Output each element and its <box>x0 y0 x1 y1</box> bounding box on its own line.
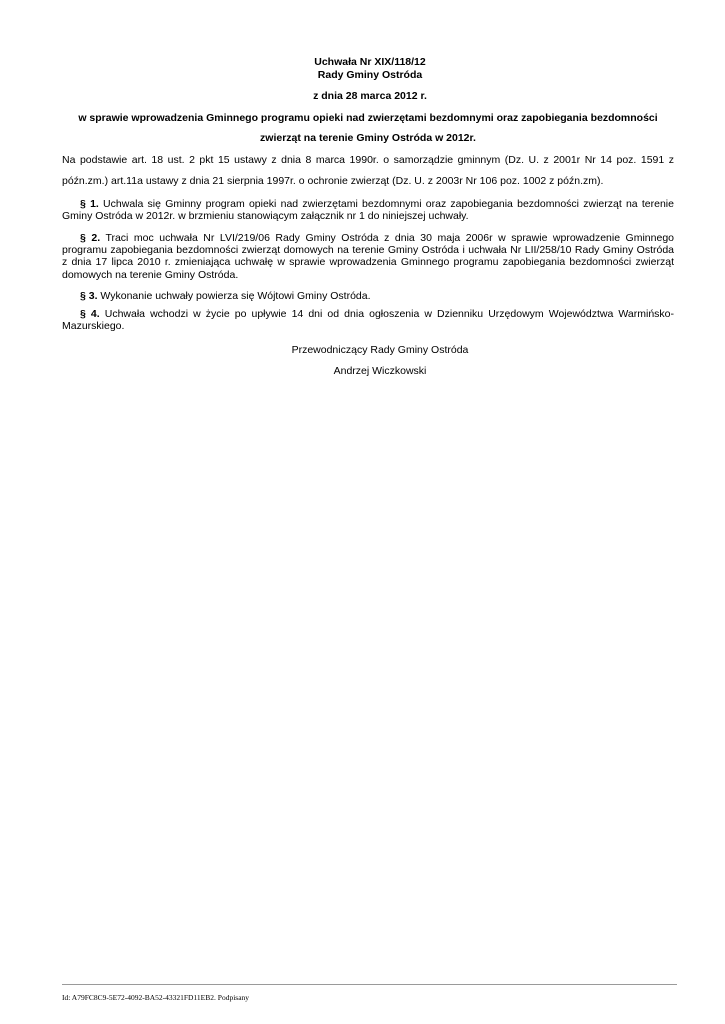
paragraph-text: Traci moc uchwała Nr LVI/219/06 Rady Gminy Ostróda z dnia 30 maja 2006r w sprawie wprowadzenie Gminnego programu zapobiegania bezdomności zwierząt domowych na terenie Gminy Ostróda i uchwała Nr LII/258/10 Rady Gminy Ostróda z dnia 17 lipca 2010 r. zmieniająca uchwałę w sprawie wprowadzenia Gminnego programu zapobiegania bezdomności zwierząt domowych na terenie Gminy Ostróda. <box>62 232 674 281</box>
resolution-date: z dnia 28 marca 2012 r. <box>313 90 427 102</box>
signature-title: Przewodniczący Rady Gminy Ostróda <box>291 344 469 356</box>
paragraph-mark: § 1. <box>80 198 99 210</box>
resolution-subject <box>62 108 674 148</box>
paragraph-1 <box>62 198 674 222</box>
paragraph-4 <box>62 308 674 332</box>
signature-name: Andrzej Wiczkowski <box>333 365 427 377</box>
paragraph-text: Uchwala się Gminny program opieki nad zwierzętami bezdomnymi oraz zapobiegania bezdomności zwierząt na terenie Gminy Ostróda w 2012r. w brzmieniu stanowiącym załącznik nr 1 do niniejszej uchwały. <box>62 198 674 223</box>
paragraph-text: Uchwała wchodzi w życie po upływie 14 dni od dnia ogłoszenia w Dzienniku Urzędowym Województwa Warmińsko-Mazurskiego. <box>62 308 674 333</box>
signature-block <box>280 340 480 382</box>
paragraph-3 <box>62 290 674 302</box>
paragraph-mark: § 3. <box>80 290 98 302</box>
resolution-header <box>0 56 725 103</box>
legal-basis: Na podstawie art. 18 ust. 2 pkt 15 ustawy z dnia 8 marca 1990r. o samorządzie gminnym (Dz. U. z 2001r Nr 14 poz. 1591 z późn.zm.) art.11a ustawy z dnia 21 sierpnia 1997r. o ochronie zwierząt (Dz. U. z 2003r Nr 106 poz. 1002 z późn.zm). <box>62 154 674 187</box>
footer-divider <box>62 984 677 985</box>
resolution-number: Uchwała Nr XIX/118/12 <box>314 56 426 68</box>
paragraph-text: Wykonanie uchwały powierza się Wójtowi Gminy Ostróda. <box>97 290 371 302</box>
paragraph-mark: § 4. <box>80 308 100 320</box>
paragraph-mark: § 2. <box>80 232 101 244</box>
council-name: Rady Gminy Ostróda <box>317 69 423 81</box>
subject-line-2: zwierząt na terenie Gminy Ostróda w 2012r. <box>260 132 476 144</box>
document-id: Id: A79FC8C9-5E72-4092-BA52-43321FD11EB2. Podpisany <box>62 993 250 1002</box>
subject-line-1: w sprawie wprowadzenia Gminnego programu opieki nad zwierzętami bezdomnymi oraz zapobiegania bezdomności <box>78 112 658 124</box>
paragraph-2 <box>62 232 674 281</box>
